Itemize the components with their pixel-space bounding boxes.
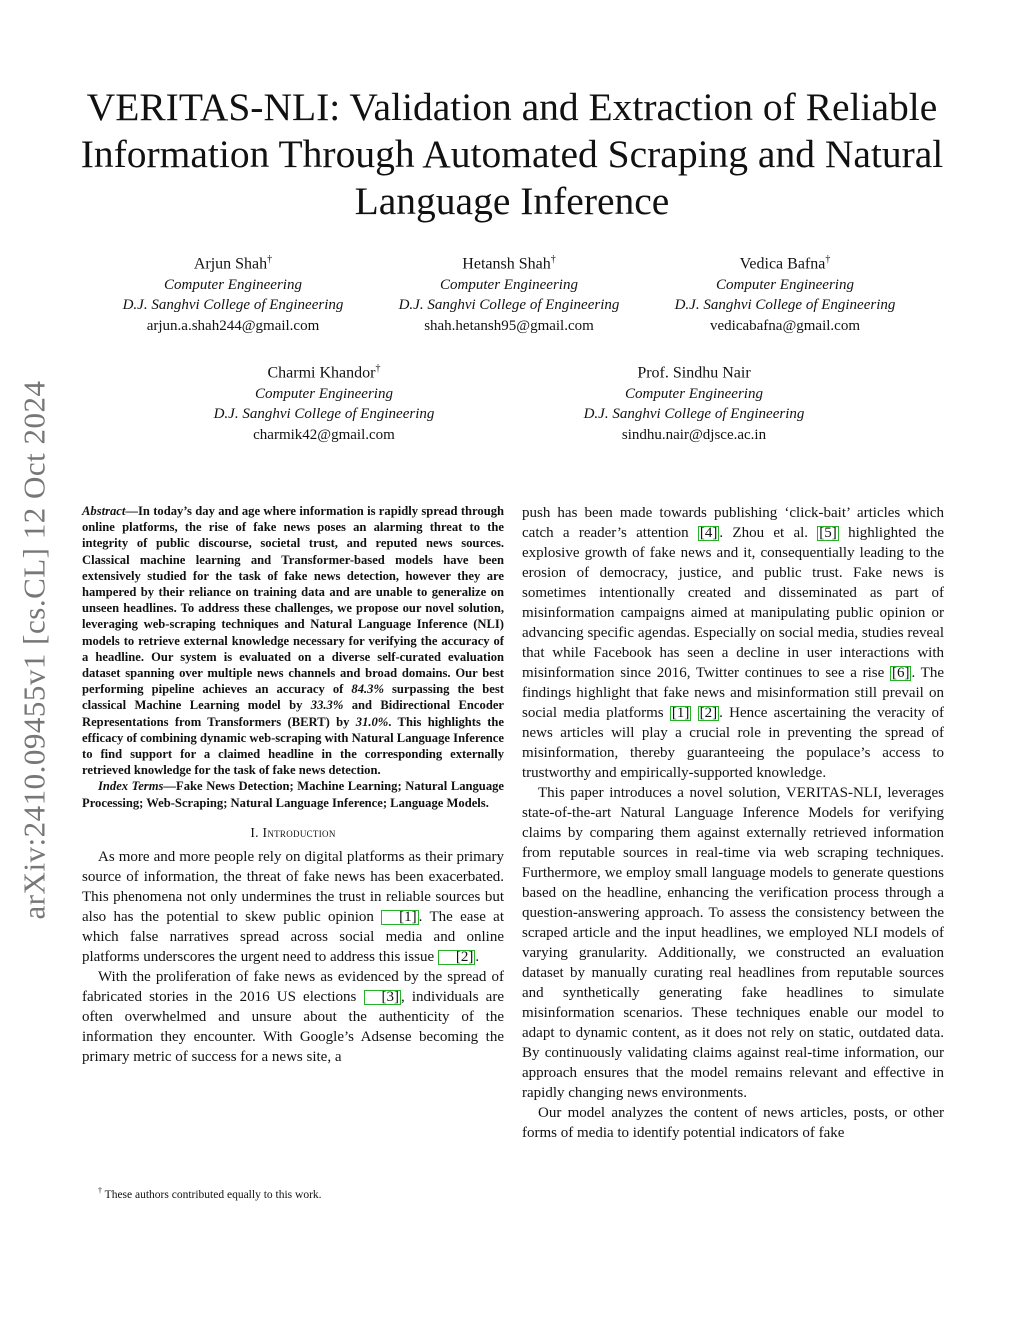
intro-paragraph-1: As more and more people rely on digital platforms as their primary source of information, the threat of fake news has been exacerbated. This phenomena not only undermines the trust in reliable sources but also has the potential to skew public opinion [1] . The ease at which false narratives spread across social media and online platforms underscores the urgent need to address this issue [2] . xyxy=(82,848,504,965)
author-name: Prof. Sindhu Nair xyxy=(637,364,751,382)
author-email: sindhu.nair@djsce.ac.in xyxy=(621,426,767,443)
author-block-5 xyxy=(561,359,827,445)
citation-link[interactable]: [2] xyxy=(438,950,476,965)
arxiv-identifier xyxy=(12,360,58,940)
citation-link[interactable]: [3] xyxy=(364,990,402,1005)
citation-link[interactable]: [6] xyxy=(891,665,910,681)
author-college: D.J. Sanghvi College of Engineering xyxy=(213,406,435,423)
citation-link[interactable]: [4] xyxy=(699,525,718,541)
author-dept: Computer Engineering xyxy=(625,385,763,402)
paper-title: VERITAS-NLI: Validation and Extraction of Reliable Information Through Automated Scraping and Natural Language Inference xyxy=(80,85,944,223)
author-name: Charmi Khandor† xyxy=(267,363,381,382)
arxiv-identifier-text: arXiv:2410.09455v1 [cs.CL] 12 Oct 2024 xyxy=(17,380,53,920)
author-name: Vedica Bafna† xyxy=(739,254,831,273)
author-block-3 xyxy=(652,250,918,336)
author-block-1 xyxy=(100,250,366,336)
intro-paragraph-2-start: With the proliferation of fake news as evidenced by the spread of fabricated stories in the 2016 US elections [3] , individuals are often overwhelmed and unsure about the authenticity of the information they encounter. With Google’s Adsense becoming the primary metric of success for a news site, a xyxy=(82,968,504,1065)
author-email: shah.hetansh95@gmail.com xyxy=(424,317,594,334)
author-dept: Computer Engineering xyxy=(255,385,393,402)
author-block-4 xyxy=(191,359,457,445)
author-college: D.J. Sanghvi College of Engineering xyxy=(122,297,344,314)
left-column xyxy=(82,503,504,1067)
author-email: vedicabafna@gmail.com xyxy=(710,317,860,334)
abstract: Abstract—In today’s day and age where information is rapidly spread through online platforms, the rise of fake news poses an alarming threat to the integrity of public discourse, societal trust, and reputed news sources. Classical machine learning and Transformer-based models have been extensively studied for the task of fake news detection, however they are hampered by their reliance on training data and are unable to generalize on unseen headlines. To address these challenges, we propose our novel solution, leveraging web-scraping techniques and Natural Language Inference (NLI) models to retrieve external knowledge necessary for verifying the accuracy of a headline. Our system is evaluated on a diverse self-curated evaluation dataset spanning over multiple news channels and broad domains. Our best performing pipeline achieves an accuracy of 84.3% surpassing the best classical Machine Learning model by 33.3% and Bidirectional Encoder Representations from Transformers (BERT) by 31.0%. This highlights the efficacy of combining dynamic web-scraping with Natural Language Inference to find support for a claimed headline in the corresponding externally retrieved knowledge for the task of fake news detection. xyxy=(82,504,505,778)
intro-paragraph-3: This paper introduces a novel solution, VERITAS-NLI, leverages state-of-the-art Natural Language Inference Models for verifying claims by comparing them against externally retrieved information from reputable sources in real-time via web scraping techniques. Furthermore, we employ small language models to generate questions based on the headline, enhancing the verification process through a question-answering approach. To assess the consistency between the scraped article and the input headlines, we employed NLI models of varying granularity. Additionally, we constructed an evaluation dataset by manually curating real headlines from reputable sources and synthetically generating fake headlines to simulate misinformation scenarios. These techniques enable our model to adapt to dynamic content, as it does not rely on static, outdated data. By continuously validating claims against real-time information, our approach ensures that the model remains relevant and effective in rapidly changing news environments. xyxy=(522,785,944,1101)
author-name: Arjun Shah† xyxy=(193,254,273,273)
footnote: † These authors contributed equally to this work. xyxy=(98,1186,322,1201)
author-dept: Computer Engineering xyxy=(164,276,302,293)
intro-paragraph-4: Our model analyzes the content of news articles, posts, or other forms of media to identify potential indicators of fake xyxy=(522,1105,944,1141)
author-college: D.J. Sanghvi College of Engineering xyxy=(583,406,805,423)
citation-link[interactable]: [2] xyxy=(699,705,718,721)
citation-link[interactable]: [5] xyxy=(819,525,837,541)
author-dept: Computer Engineering xyxy=(440,276,578,293)
author-email: arjun.a.shah244@gmail.com xyxy=(146,317,320,334)
author-email: charmik42@gmail.com xyxy=(253,426,395,443)
author-dept: Computer Engineering xyxy=(716,276,854,293)
section-heading-introduction: I. Introduction xyxy=(250,824,336,840)
author-name: Hetansh Shah† xyxy=(462,254,556,273)
index-terms: Index Terms—Fake News Detection; Machine Learning; Natural Language Processing; Web-Scraping; Natural Language Inference; Language Models. xyxy=(82,779,504,810)
author-block-2 xyxy=(376,250,642,336)
citation-link[interactable]: [1] xyxy=(381,910,419,925)
citation-link[interactable]: [1] xyxy=(671,705,690,721)
author-college: D.J. Sanghvi College of Engineering xyxy=(398,297,620,314)
right-column xyxy=(522,503,944,1143)
author-college: D.J. Sanghvi College of Engineering xyxy=(674,297,896,314)
intro-paragraph-2-cont: push has been made towards publishing ‘click-bait’ articles which catch a reader’s attention [4] . Zhou et al. [5] highlighted the explosive growth of fake news and it, consequentially leading to the erosion of democracy, justice, and public trust. Fake news is sometimes intentionally created and disseminated as part of misinformation campaigns aimed at manipulating public opinion or advancing specific agendas. Especially on social media, studies reveal that while Facebook has seen a decline in user interactions with misinformation since 2016, Twitter continues to see a rise [6] . The findings highlight that fake news and misinformation still prevail on social media platforms [1] [2] . Hence ascertaining the veracity of news articles will play a crucial role in preventing the spread of misinformation, thereby guaranteeing the populace’s access to trustworthy and empirically-supported knowledge. xyxy=(522,505,944,781)
